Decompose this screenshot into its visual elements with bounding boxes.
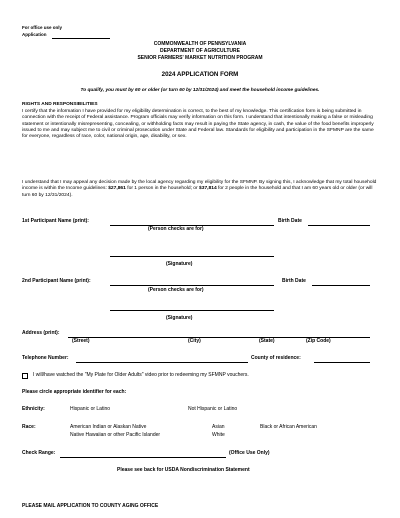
rights-paragraph-2: I understand that I may appeal any decision made by the local agency regarding my eligibility for the SFMNP. By signing this, I acknowledge that my total household income is within the Income guidelines: $27,861 for 1 person in the household; or $37,814 for 2 people in the household and that I am 60 years old or older (or will turn 60 by 12/31/2024). [22, 180, 377, 198]
participant2-name-field[interactable] [110, 285, 274, 286]
participant2-signature-label: (Signature) [166, 315, 193, 321]
check-range-office-label: (Office Use Only) [229, 450, 270, 456]
header-program: SENIOR FARMERS' MARKET NUTRITION PROGRAM [137, 55, 263, 61]
participant1-person-checks: (Person checks are for) [148, 226, 204, 232]
participant1-signature-label: (Signature) [166, 261, 193, 267]
qualify-statement: To qualify, you must by 60 or older (or turn 60 by 12/31/2024) and meet the household income guidelines. [80, 88, 320, 93]
race-option-native-hawaiian[interactable]: Native Hawaiian or other Pacific Islander [70, 432, 161, 438]
address-state-label: (State) [259, 338, 275, 344]
address-label: Address (print): [22, 330, 60, 336]
usda-note: Please see back for USDA Nondiscrimination Statement [117, 467, 250, 473]
race-option-white[interactable]: White [212, 432, 225, 438]
race-option-black[interactable]: Black or African American [260, 424, 317, 430]
office-use-label: For office use only [22, 25, 63, 30]
participant2-person-checks: (Person checks are for) [148, 287, 204, 293]
header-commonwealth: COMMONWEALTH OF PENNSYLVANIA [153, 41, 247, 47]
ethnicity-option-hispanic[interactable]: Hispanic or Latino [70, 406, 111, 412]
ethnicity-option-not-hispanic[interactable]: Not Hispanic or Latino [188, 406, 238, 412]
telephone-label: Telephone Number: [22, 355, 69, 361]
office-application-field[interactable] [52, 38, 110, 39]
check-range-field[interactable] [60, 457, 226, 458]
office-application-label: Application [22, 32, 47, 37]
participant2-birth-field[interactable] [312, 285, 370, 286]
address-street-label: (Street) [72, 338, 90, 344]
video-checkbox[interactable] [22, 373, 28, 379]
header-department: DEPARTMENT OF AGRICULTURE [160, 48, 240, 54]
rights-heading: RIGHTS AND RESPONSIBILITIES [22, 102, 98, 107]
participant2-birth-label: Birth Date [282, 278, 306, 284]
address-city-label: (City) [188, 338, 201, 344]
race-label: Race: [22, 424, 36, 430]
participant2-name-label: 2nd Participant Name (print): [22, 278, 91, 284]
form-title: 2024 APPLICATION FORM [161, 71, 239, 78]
rights-paragraph-1: I certify that the information I have provided for my eligibility determination is correct, to the best of my knowledge. This certification form is being submitted in connection with the receipt of Federal assistance. Program officials may verify information on this form. I understand that intentionally making a false or misleading statement or intentionally misrepresenting, concealing, or withholding facts may result in paying the State agency, in cash, the value of the food benefits improperly issued to me and may subject me to civil or criminal prosecution under State and Federal law. Standards for eligibility and participation in the SFMNP are the same for everyone, regardless of race, color, national origin, age, disability, or sex. [22, 109, 374, 140]
check-range-label: Check Range: [22, 450, 56, 456]
income-amount-2: $37,814 [199, 186, 217, 192]
race-option-asian[interactable]: Asian [212, 424, 225, 430]
participant1-name-label: 1st Participant Name (print): [22, 218, 89, 224]
county-field[interactable] [314, 362, 370, 363]
race-option-american-indian[interactable]: American Indian or Alaskan Native [70, 424, 147, 430]
ethnicity-label: Ethnicity: [22, 406, 45, 412]
participant1-birth-field[interactable] [308, 225, 370, 226]
address-zip-label: (Zip Code) [306, 338, 331, 344]
participant1-birth-label: Birth Date [278, 218, 302, 224]
video-statement: I will/have watched the "My Plate for Older Adults" video prior to redeeming my SFMNP vouchers. [33, 372, 249, 378]
telephone-field[interactable] [76, 362, 248, 363]
participant2-signature-field[interactable] [110, 310, 274, 311]
income-amount-1: $27,861 [108, 186, 126, 192]
participant1-signature-field[interactable] [110, 256, 274, 257]
identifier-heading: Please circle appropriate identifier for each: [22, 389, 127, 395]
mail-note: PLEASE MAIL APPLICATION TO COUNTY AGING OFFICE [22, 503, 159, 509]
county-label: County of residence: [251, 355, 301, 361]
